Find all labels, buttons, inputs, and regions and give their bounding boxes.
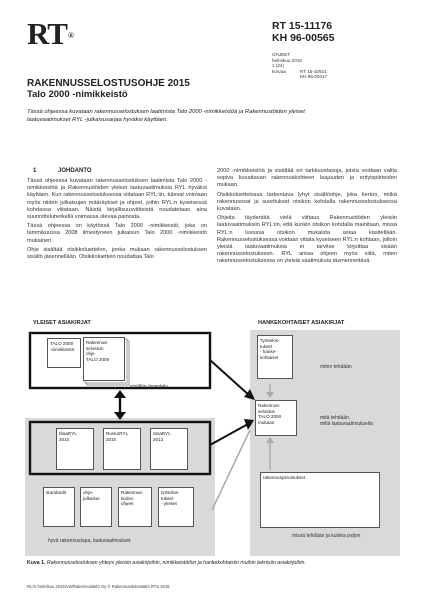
sisaryl-box: SisaRYL 2013	[150, 428, 188, 470]
standards-box: standardit	[43, 487, 75, 527]
paragraph: 2000 -nimikkeistöä ja sisältää eri tarkkuustasoja, joista voidaan valita sopiva kuvattavan rakennuskohteen laajuuden ja erityispiirteiden mukaan.	[217, 168, 397, 189]
paragraph: Tässä ohjeessa on käytössä Talo 2000 -nimikkeistö, joka on tammikuussa 2008 ilmestyneen julkaisun Talo 2000 -nimikkeistö mukainen.	[27, 223, 207, 244]
where-label: missä tehdään ja kuinka paljon	[292, 533, 361, 539]
section-heading: JOHDANTO	[58, 168, 92, 174]
talo2000-box: TALO 2000 -nimikkeistö	[47, 338, 81, 368]
kh-code: KH 96-00565	[272, 32, 335, 44]
rt-logo: RT®	[27, 16, 73, 51]
paragraph: Ohjeita täydentää vielä viittaus Rakennustöiden yleisiin laatuvaatimuksiin RYL:iin, että kunkin otsikon kohdalla mainitaan, missä RYL:n luvussa otsikon mukaista asiaa käsitellään. Rakennusselostuksessa voidaan viitata kyseiseen RYL:n kohtaan, jolloin yleisiä laatuvaatimuksia ei tarvitse kirjoittaa sisään rakennusselostukseen. RYL antaa ohjeen myös siitä, miten rakennusselostuksessa on yleisiä vaatimuksia täsmennettävä.	[217, 215, 397, 265]
work-specs-general-box: työselos- tukset - yleiset	[158, 487, 194, 527]
how-label: miten tehdään	[320, 364, 352, 370]
section-number: 1	[33, 168, 37, 174]
drawings-box: rakennuspiirustukset	[260, 472, 380, 528]
paragraph: Otsikkoluettelossa tarkentava lyhyt sisältöohje, joka kertoo, mitkä rakennusosat ja suoritukset otsikon kohdalla rakennusselostuksessa kuvataan.	[217, 191, 397, 213]
general-docs-title: YLEISET ASIAKIRJAT	[33, 320, 91, 326]
runkoryl-box: RunkoRYL 2010	[103, 428, 141, 470]
good-practice-label: hyvä rakennustapa, laatuvaatimukset	[48, 538, 131, 544]
work-specs-project-box: Työselos- tukset - hanke- kohtaiset	[257, 335, 293, 379]
replaces-label: korvaa	[272, 68, 286, 74]
replaces-rt: RT 15-10921	[300, 68, 327, 74]
what-label: mitä tehdään, millä laatuvaatimuksella	[320, 415, 373, 427]
doc-subtitle: Talo 2000 -nimikkeistö	[27, 89, 128, 100]
guidelines-box: ohje- julkaisut	[80, 487, 112, 527]
doc-pages: 1 (24)	[272, 63, 285, 69]
page-footer: RL/S helmikuu 2015/Via/Rakennustieto Oy © Rakennustietosäätiö RTS 2015	[27, 584, 170, 589]
replaces-kh: KH 96-00417	[300, 74, 328, 80]
rt-code: RT 15-11176	[272, 20, 333, 32]
doc-type: OHJEET	[272, 52, 291, 57]
rso-project-box: Rakennus- selostus TALO 2000 mukaan	[255, 400, 297, 436]
paragraph: Tässä ohjeessa kuvataan rakennusselostuksen laatimista Talo 2000 -nimikkeistöä ja Rakennustöiden yleiset laatuvaatimuksia RYL hyväksi käyttäen. Kun rakennusselostuksessa viitataan RYL:iin, tulevat voimaan myös niiden julkaisujen määräykset ja ohjeet, joihin RYL:n kyseisessä kohdassa viitataan. Näistä kirjallisuusviitteistä noudatetaan aina suunnitteluhetkellä voimassa olevaa painosta.	[27, 178, 207, 221]
doc-intro: Tässä ohjeessa kuvataan rakennusselostuksen laatimista Talo 2000 -nimikkeistöä ja Rakennustöiden yleiset laatuvaatimukset RYL -julkaisusarjaa hyväksi käyttäen.	[27, 109, 305, 123]
doc-title: RAKENNUSSELOSTUSOHJE 2015	[27, 78, 190, 89]
rt-instructions-box: Rakennus- tiedon ohjeet	[118, 487, 152, 527]
maaryl-box: MaaRYL 2010	[56, 428, 94, 470]
doc-date: helmikuu 2015	[272, 57, 302, 63]
figure-caption: Kuva 1. Rakennusselostuksen yhteys yleisiin asiakirjoihin, nimikkeistöihin ja hankekohtaisiin muihin teknisiin asiakirjoihin.	[27, 560, 306, 566]
project-docs-title: HANKEKOHTAISET ASIAKIRJAT	[258, 320, 345, 326]
rso-general-box: Rakennus- selostus- ohje TALO 2000	[83, 337, 125, 381]
paragraph: Ohje sisältää otsikkoluettelon, jonka mukaan rakennusselostuksen sisältö jäsennellään. Otsikkoluettelo noudattaa Talo	[27, 246, 207, 261]
structure-label: sisällön jäsentely	[130, 384, 168, 390]
